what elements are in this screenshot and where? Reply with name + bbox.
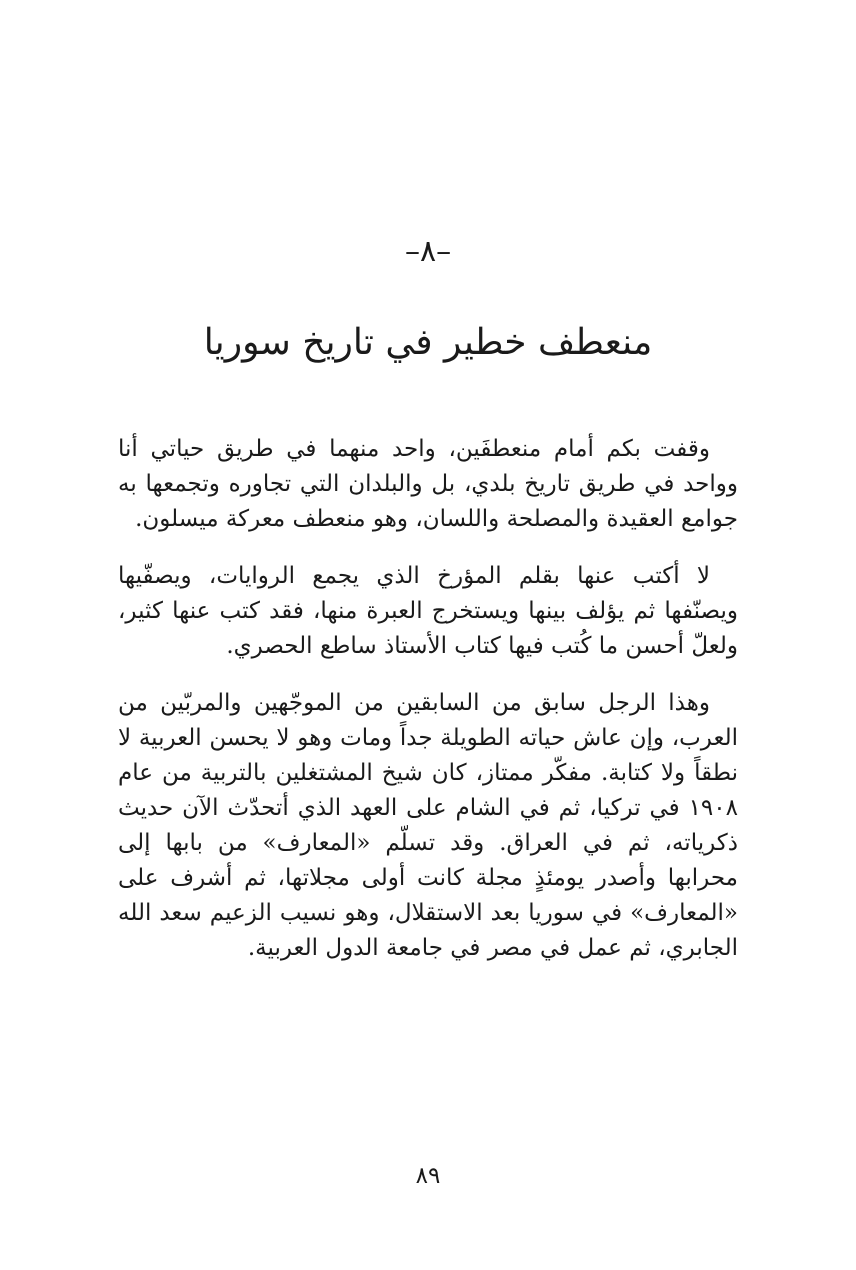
page-number: ٨٩: [415, 1163, 441, 1189]
paragraph-1: وقفت بكم أمام منعطفَين، واحد منهما في طريق حياتي أنا وواحد في طريق تاريخ بلدي، بل والبلدان التي تجاوره وتجمعها به جوامع العقيدة والمصلحة واللسان، وهو منعطف معركة ميسلون.: [118, 436, 738, 532]
chapter-number: –٨–: [404, 234, 452, 269]
body-text: [118, 432, 738, 988]
chapter-title: منعطف خطير في تاريخ سوريا: [203, 322, 653, 363]
paragraph-3: وهذا الرجل سابق من السابقين من الموجّهين والمربّين من العرب، وإن عاش حياته الطويلة جداً ومات وهو لا يحسن العربية لا نطقاً ولا كتابة. مفكّر ممتاز، كان شيخ المشتغلين بالتربية من عام ١٩٠٨ في تركيا، ثم في الشام على العهد الذي أتحدّث الآن حديث ذكرياته، ثم في العراق. وقد تسلّم «المعارف» من بابها إلى محرابها وأصدر يومئذٍ مجلة كانت أولى مجلاتها، ثم أشرف على «المعارف» في سوريا بعد الاستقلال، وهو نسيب الزعيم سعد الله الجابري، ثم عمل في مصر في جامعة الدول العربية.: [118, 690, 738, 961]
paragraph-2: لا أكتب عنها بقلم المؤرخ الذي يجمع الروايات، ويصفّيها ويصنّفها ثم يؤلف بينها ويستخرج العبرة منها، فقد كتب عنها كثير، ولعلّ أحسن ما كُتب فيها كتاب الأستاذ ساطع الحصري.: [118, 563, 738, 659]
